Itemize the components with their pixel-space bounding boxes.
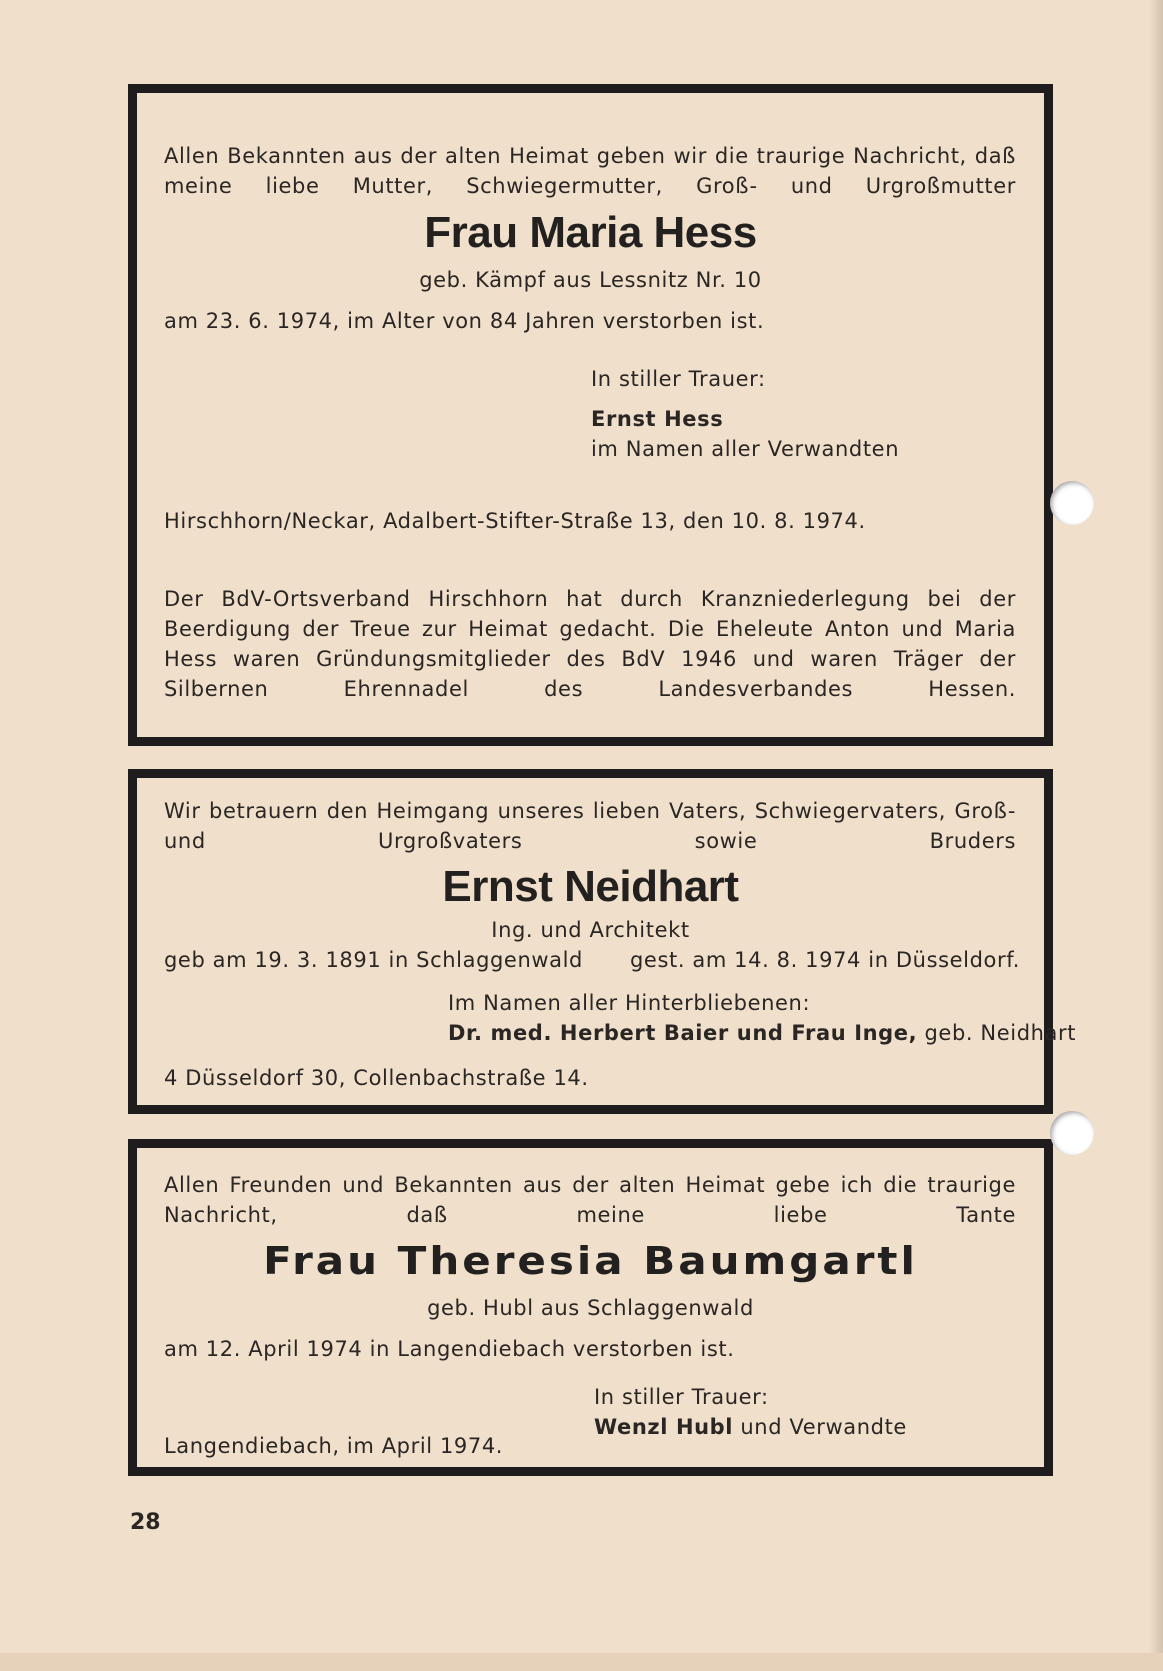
signer-name: Wenzl Hubl [594,1415,734,1439]
birth-info: geb. Hubl aus Schlaggenwald [427,1296,754,1320]
death-info: am 23. 6. 1974, im Alter von 84 Jahren verstorben ist. [164,309,765,333]
obituary-notice-maria-hess [128,84,1053,746]
mourning-label: Im Namen aller Hinterbliebenen: [448,991,811,1015]
place-date: Langendiebach, im April 1974. [164,1434,504,1458]
deceased-name: Frau Theresia Baumgartl [263,1238,918,1284]
page-bottom-strip [0,1653,1163,1671]
mourning-label: In stiller Trauer: [591,367,766,391]
place-date: Hirschhorn/Neckar, Adalbert-Stifter-Straße 13, den 10. 8. 1974. [164,509,866,533]
obituary-notice-theresia-baumgartl [128,1139,1053,1476]
signer-line [594,1412,907,1442]
birth-info: geb am 19. 3. 1891 in Schlaggenwald [164,948,583,972]
birth-info: geb. Kämpf aus Lessnitz Nr. 10 [419,268,762,292]
notice-intro: Allen Freunden und Bekannten aus der alten Heimat gebe ich die traurige Nachricht, daß meine liebe Tante [164,1173,1016,1227]
association-remark: Der BdV-Ortsverband Hirschhorn hat durch Kranzniederlegung bei der Beerdigung der Treue zur Heimat gedacht. Die Eheleute Anton und Maria Hess waren Gründungsmitglieder des BdV 1946 und waren Träger der Silbernen Ehrennadel des Landesverbandes Hessen. [164,587,1016,701]
deceased-name: Frau Maria Hess [424,208,757,257]
notice-intro: Allen Bekannten aus der alten Heimat geben wir die traurige Nachricht, daß meine liebe Mutter, Schwiegermutter, Groß- und Urgroßmutter [164,144,1016,198]
death-info: am 12. April 1974 in Langendiebach verstorben ist. [164,1337,735,1361]
death-info: gest. am 14. 8. 1974 in Düsseldorf. [630,948,1020,972]
deceased-name: Ernst Neidhart [442,862,739,911]
obituary-notice-ernst-neidhart [128,769,1077,1114]
page-edge-shadow [1149,0,1163,1671]
notice-intro: Wir betrauern den Heimgang unseres lieben Vaters, Schwiegervaters, Groß- und Urgroßvaters sowie Bruders [164,799,1016,853]
profession: Ing. und Architekt [491,918,690,942]
signer-line [448,1018,1076,1048]
signer-name: Dr. med. Herbert Baier und Frau Inge, [448,1021,918,1045]
signer-suffix: und Verwandte [733,1415,907,1439]
punch-hole-upper [1050,481,1094,525]
punch-hole-lower [1050,1111,1094,1155]
address: 4 Düsseldorf 30, Collenbachstraße 14. [164,1066,589,1090]
mourning-label: In stiller Trauer: [594,1385,769,1409]
signer-name: Ernst Hess [591,407,724,431]
signer-suffix: geb. Neidhart [917,1021,1077,1045]
page-number: 28 [130,1510,161,1535]
signer-note: im Namen aller Verwandten [591,437,900,461]
